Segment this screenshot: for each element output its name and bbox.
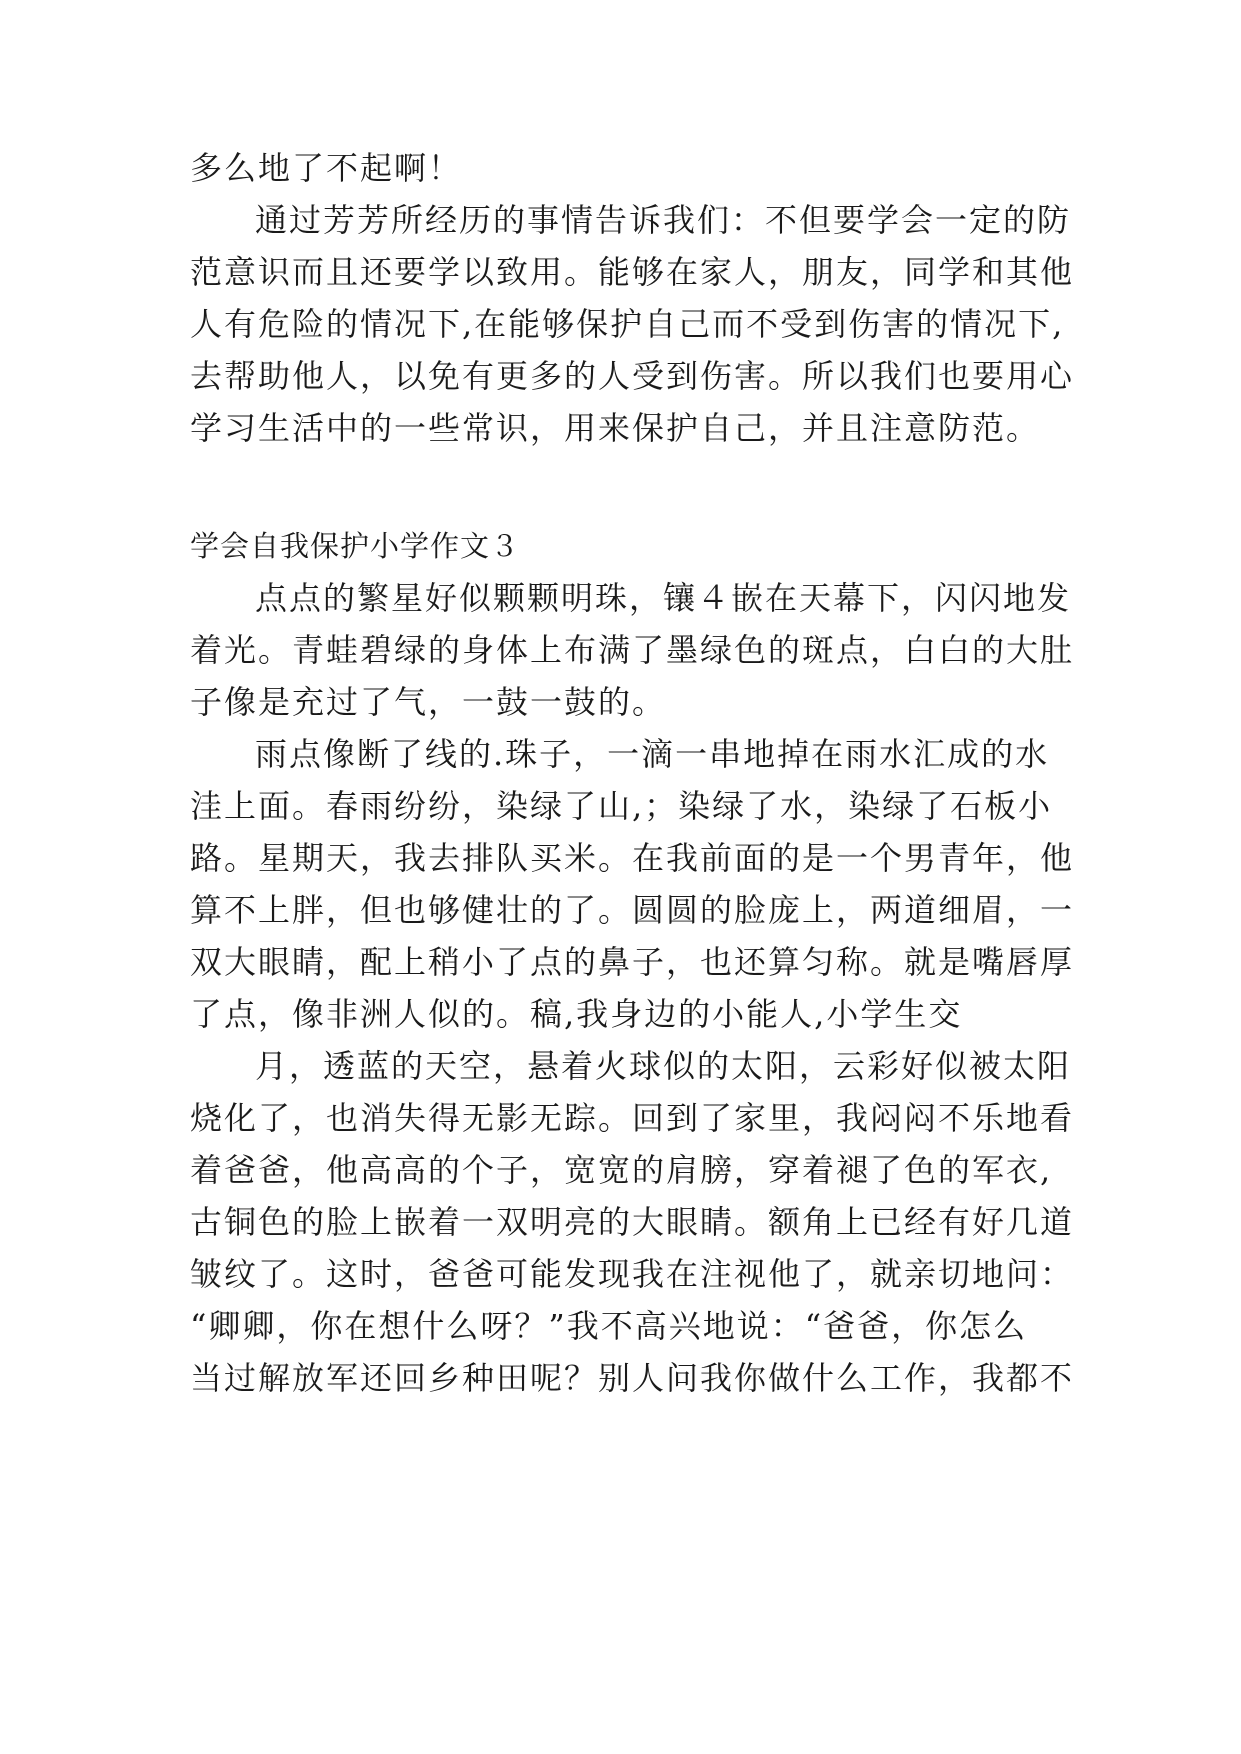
text-line: 范意识而且还要学以致用。能够在家人，朋友，同学和其他 (190, 253, 1075, 291)
text-line: 了点，像非洲人似的。稿,我身边的小能人,小学生交 (190, 995, 963, 1033)
text-line: 烧化了，也消失得无影无踪。回到了家里，我闷闷不乐地看 (190, 1099, 1075, 1137)
text-line: 当过解放军还回乡种田呢？别人问我你做什么工作，我都不 (190, 1359, 1075, 1397)
text-line: 路。星期天，我去排队买米。在我前面的是一个男青年，他 (190, 839, 1075, 877)
text-line: 人有危险的情况下,在能够保护自己而不受到伤害的情况下, (190, 305, 1065, 343)
paragraph-first-line: 通过芳芳所经历的事情告诉我们：不但要学会一定的防 (255, 201, 1072, 239)
text-line: 古铜色的脸上嵌着一双明亮的大眼睛。额角上已经有好几道 (190, 1203, 1075, 1241)
text-line: 子像是充过了气，一鼓一鼓的。 (190, 683, 667, 721)
text-line: 洼上面。春雨纷纷，染绿了山,；染绿了水，染绿了石板小 (190, 787, 1053, 825)
text-line: “卿卿，你在想什么呀？”我不高兴地说：“爸爸，你怎么 (190, 1307, 1028, 1345)
text-line: 去帮助他人，以免有更多的人受到伤害。所以我们也要用心 (190, 357, 1075, 395)
text-line: 着爸爸，他高高的个子，宽宽的肩膀，穿着褪了色的军衣, (190, 1151, 1053, 1189)
text-line: 多么地了不起啊！ (190, 149, 463, 187)
text-line: 算不上胖，但也够健壮的了。圆圆的脸庞上，两道细眉，一 (190, 891, 1075, 929)
paragraph-first-line: 月，透蓝的天空，悬着火球似的太阳，云彩好似被太阳 (255, 1047, 1072, 1085)
paragraph-first-line: 点点的繁星好似颗颗明珠，镶４嵌在天幕下，闪闪地发 (255, 579, 1072, 617)
text-line: 皱纹了。这时，爸爸可能发现我在注视他了，就亲切地问： (190, 1255, 1075, 1293)
text-line: 学习生活中的一些常识，用来保护自己，并且注意防范。 (190, 409, 1041, 447)
text-line: 着光。青蛙碧绿的身体上布满了墨绿色的斑点，白白的大肚 (190, 631, 1075, 669)
text-line: 双大眼睛，配上稍小了点的鼻子，也还算匀称。就是嘴唇厚 (190, 943, 1075, 981)
paragraph-first-line: 雨点像断了线的.珠子，一滴一串地掉在雨水汇成的水 (255, 735, 1050, 773)
section-title: 学会自我保护小学作文３ (190, 529, 521, 563)
